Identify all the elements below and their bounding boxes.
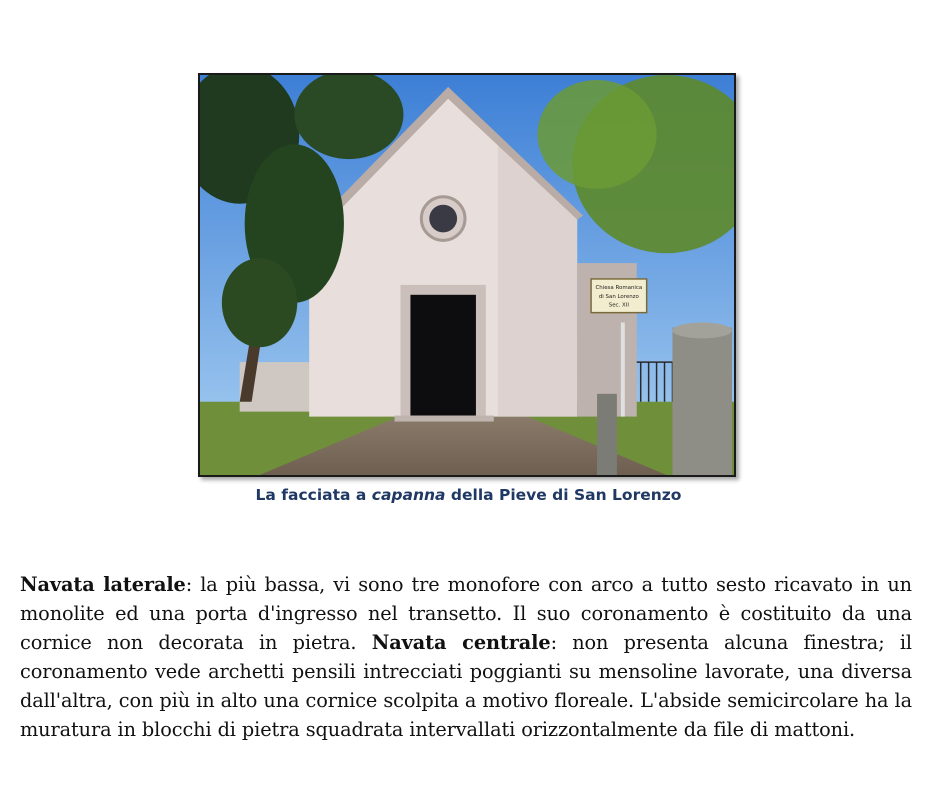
stone-pillar-top	[672, 323, 732, 339]
caption-italic-term: capanna	[371, 486, 446, 504]
sign-post	[621, 323, 625, 417]
church-facade-photo	[198, 73, 736, 477]
description-paragraph	[20, 570, 912, 744]
tree-foliage-right-2	[537, 80, 656, 189]
sign-line-1: Chiesa Romanica	[595, 284, 643, 291]
church-door	[410, 295, 476, 416]
step	[395, 416, 494, 422]
tree-foliage-left-3	[222, 258, 297, 347]
caption-text-1: La facciata a	[255, 486, 372, 504]
figure-caption	[0, 486, 937, 504]
text-navata-laterale: : la più bassa, vi sono tre monofore con arco a tutto sesto ricavato in un monolite ed una porta d'ingresso nel transetto. Il suo coronamento è costituito da una cornice non decorata in pietra.	[20, 573, 912, 654]
oculus-glass	[429, 205, 457, 233]
church-photo-illustration	[200, 75, 734, 475]
bollard	[597, 394, 617, 475]
term-navata-centrale: Navata centrale	[371, 631, 551, 654]
text-navata-centrale: : non presenta alcuna finestra; il coronamento vede archetti pensili intrecciati poggianti su mensoline lavorate, una diversa dall'altra, con più in alto una cornice scolpita a motivo floreale. L'abside semicircolare ha la muratura in blocchi di pietra squadrata intervallati orizzontalmente da file di mattoni.	[20, 631, 912, 741]
sign-line-2: di San Lorenzo	[598, 293, 639, 300]
stone-pillar	[672, 327, 732, 475]
sign-line-3: Sec. XII	[608, 302, 629, 309]
caption-text-2: della Pieve di San Lorenzo	[445, 486, 682, 504]
term-navata-laterale: Navata laterale	[20, 573, 186, 596]
